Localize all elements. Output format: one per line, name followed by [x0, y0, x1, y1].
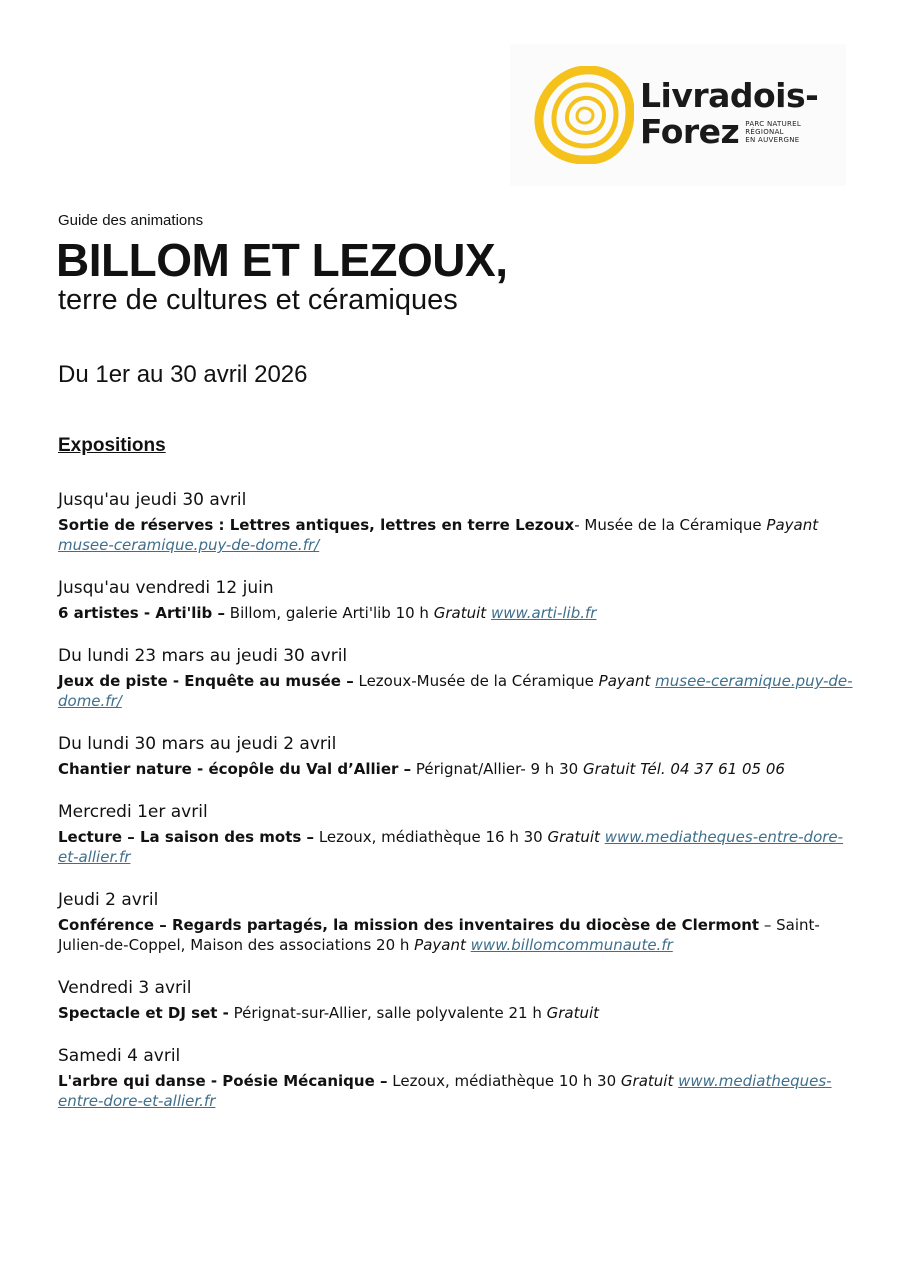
event-price: Payant	[414, 936, 466, 954]
event-title: Conférence – Regards partagés, la mission des inventaires du diocèse de Clermont	[58, 916, 760, 934]
event-item	[58, 801, 858, 867]
event-link[interactable]: www.billomcommunaute.fr	[470, 936, 673, 954]
event-place: Lezoux-Musée de la Céramique	[358, 672, 594, 690]
event-price: Gratuit	[620, 1072, 674, 1090]
event-date: Jusqu'au jeudi 30 avril	[58, 490, 247, 510]
event-link[interactable]: www.mediatheques-entre-dore-et-allier.fr	[58, 1072, 832, 1110]
event-title: L'arbre qui danse - Poésie Mécanique –	[58, 1072, 388, 1090]
event-list	[58, 489, 858, 1111]
event-item	[58, 577, 858, 623]
event-item	[58, 977, 858, 1023]
event-link[interactable]: musee-ceramique.puy-de-dome.fr/	[58, 536, 320, 554]
logo-tagline: PARC NATUREL RÉGIONAL EN AUVERGNE	[745, 120, 802, 144]
event-price: Gratuit	[547, 828, 600, 846]
event-date: Du lundi 23 mars au jeudi 30 avril	[58, 646, 348, 666]
event-link[interactable]: www.mediatheques-entre-dore-et-allier.fr	[58, 828, 844, 866]
event-link[interactable]: www.arti-lib.fr	[490, 604, 597, 622]
event-title: Lecture – La saison des mots –	[58, 828, 315, 846]
event-details	[58, 1003, 858, 1023]
event-item	[58, 489, 858, 555]
event-link[interactable]: musee-ceramique.puy-de-dome.fr/	[58, 672, 853, 710]
section-heading: Expositions	[58, 435, 166, 456]
event-phone: Tél. 04 37 61 05 06	[640, 760, 785, 778]
event-title: Chantier nature - écopôle du Val d’Allier –	[58, 760, 412, 778]
event-item	[58, 1045, 858, 1111]
event-title: 6 artistes - Arti'lib –	[58, 604, 226, 622]
event-details: Sortie de réserves : Lettres antiques, lettres en terre Lezoux- Musée de la Céramique Payant musee-ceramique.puy-de-dome.fr/	[58, 516, 819, 554]
event-date: Mercredi 1er avril	[58, 802, 208, 822]
event-price: Payant	[766, 516, 819, 534]
park-logo	[510, 44, 846, 186]
event-place: Lezoux, médiathèque 16 h 30	[318, 828, 543, 846]
event-place: Lezoux, médiathèque 10 h 30	[392, 1072, 617, 1090]
event-date: Jusqu'au vendredi 12 juin	[58, 578, 274, 598]
logo-name-line1: Livradois-	[640, 76, 819, 115]
event-price: Gratuit	[582, 760, 636, 778]
page-title: BILLOM ET LEZOUX,	[56, 234, 508, 286]
logo-name-line2: Forez	[640, 112, 740, 151]
event-item	[58, 733, 858, 779]
guide-label: Guide des animations	[58, 212, 204, 229]
event-details: Conférence – Regards partagés, la mission des inventaires du diocèse de Clermont – Saint-Julien-de-Coppel, Maison des associations 20 h Payant www.billomcommunaute.fr	[58, 916, 820, 954]
event-date: Du lundi 30 mars au jeudi 2 avril	[58, 734, 337, 754]
event-item	[58, 889, 858, 955]
event-place: Billom, galerie Arti'lib 10 h	[229, 604, 429, 622]
event-date: Samedi 4 avril	[58, 1046, 181, 1066]
event-item	[58, 645, 858, 711]
event-details	[58, 759, 858, 779]
event-details	[58, 1071, 858, 1111]
event-place: Musée de la Céramique	[584, 516, 762, 534]
event-title: Jeux de piste - Enquête au musée –	[58, 672, 354, 690]
event-place: Saint-Julien-de-Coppel, Maison des associations 20 h	[58, 916, 820, 954]
event-price: Payant	[598, 672, 651, 690]
event-date: Vendredi 3 avril	[58, 978, 192, 998]
concentric-rings-icon	[534, 66, 634, 164]
event-details	[58, 671, 858, 711]
document-body	[58, 212, 858, 1133]
event-place: Pérignat-sur-Allier, salle polyvalente 21 h	[233, 1004, 542, 1022]
page-subtitle: terre de cultures et céramiques	[58, 284, 458, 316]
date-range: Du 1er au 30 avril 2026	[58, 361, 308, 388]
event-title: Spectacle et DJ set -	[58, 1004, 229, 1022]
event-price: Gratuit	[433, 604, 487, 622]
event-title: Sortie de réserves : Lettres antiques, lettres en terre Lezoux	[58, 516, 575, 534]
event-details	[58, 603, 858, 623]
event-price: Gratuit	[546, 1004, 600, 1022]
event-place: Pérignat/Allier- 9 h 30	[415, 760, 579, 778]
event-date: Jeudi 2 avril	[58, 890, 159, 910]
event-details	[58, 827, 858, 867]
